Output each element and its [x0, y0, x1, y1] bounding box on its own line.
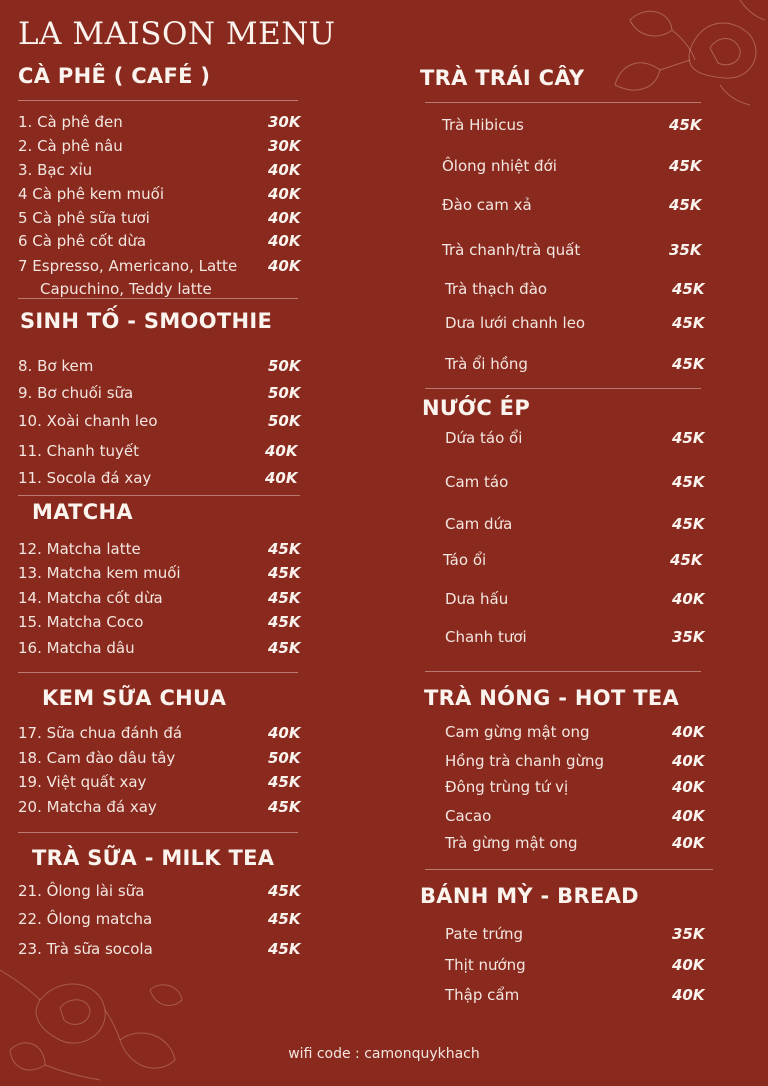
section-heading-juice: NƯỚC ÉP	[422, 396, 531, 420]
menu-item: 11. Socola đá xay	[18, 469, 152, 487]
menu-price: 30K	[268, 113, 301, 131]
menu-item: Đào cam xả	[442, 196, 532, 214]
menu-price: 40K	[268, 232, 301, 250]
menu-item: 22. Ôlong matcha	[18, 910, 153, 928]
menu-price: 45K	[268, 589, 301, 607]
divider	[425, 869, 713, 870]
menu-item: 21. Ôlong lài sữa	[18, 882, 145, 900]
menu-item: 17. Sữa chua đánh đá	[18, 724, 183, 742]
menu-price: 45K	[672, 314, 705, 332]
menu-item: Cacao	[445, 807, 492, 825]
menu-item: 9. Bơ chuối sữa	[18, 384, 134, 402]
menu-price: 45K	[268, 564, 301, 582]
divider	[425, 388, 701, 389]
menu-price: 40K	[672, 723, 705, 741]
divider	[425, 102, 701, 103]
menu-price: 45K	[268, 613, 301, 631]
menu-item: Thịt nướng	[445, 956, 526, 974]
menu-price: 40K	[268, 209, 301, 227]
menu-price: 45K	[672, 280, 705, 298]
divider	[18, 495, 300, 496]
section-heading-bread: BÁNH MỲ - BREAD	[420, 884, 639, 908]
menu-price: 45K	[672, 429, 705, 447]
menu-item: Đông trùng tứ vị	[445, 778, 569, 796]
menu-price: 40K	[672, 956, 705, 974]
menu-item: Cam gừng mật ong	[445, 723, 590, 741]
menu-item: Ôlong nhiệt đới	[442, 157, 557, 175]
menu-item: 4 Cà phê kem muối	[18, 185, 164, 203]
menu-price: 40K	[672, 752, 705, 770]
menu-price: 40K	[672, 778, 705, 796]
menu-item: Táo ổi	[443, 551, 487, 569]
menu-item: 8. Bơ kem	[18, 357, 94, 375]
menu-price: 40K	[268, 185, 301, 203]
menu-item: 3. Bạc xỉu	[18, 161, 93, 179]
menu-item: 13. Matcha kem muối	[18, 564, 181, 582]
menu-price: 45K	[670, 551, 703, 569]
section-heading-hot-tea: TRÀ NÓNG - HOT TEA	[424, 686, 680, 710]
menu-price: 40K	[265, 469, 298, 487]
menu-price: 45K	[672, 355, 705, 373]
menu-item: Pate trứng	[445, 925, 524, 943]
menu-item: 20. Matcha đá xay	[18, 798, 157, 816]
menu-price: 40K	[268, 161, 301, 179]
menu-price: 35K	[672, 925, 705, 943]
menu-price: 40K	[672, 807, 705, 825]
menu-item: Cam dứa	[445, 515, 513, 533]
menu-item: 12. Matcha latte	[18, 540, 141, 558]
menu-item: 7 Espresso, Americano, Latte	[18, 257, 238, 275]
menu-price: 35K	[669, 241, 702, 259]
menu-price: 35K	[672, 628, 705, 646]
menu-price: 45K	[268, 940, 301, 958]
menu-item-continued: Capuchino, Teddy latte	[40, 280, 212, 298]
menu-item: 15. Matcha Coco	[18, 613, 144, 631]
menu-item: Trà gừng mật ong	[445, 834, 578, 852]
menu-item: 14. Matcha cốt dừa	[18, 589, 163, 607]
section-heading-matcha: MATCHA	[32, 500, 133, 524]
divider	[18, 100, 298, 101]
menu-item: Cam táo	[445, 473, 509, 491]
menu-price: 45K	[672, 515, 705, 533]
divider	[18, 298, 298, 299]
menu-price: 45K	[669, 196, 702, 214]
menu-price: 30K	[268, 137, 301, 155]
menu-item: 6 Cà phê cốt dừa	[18, 232, 147, 250]
menu-item: Dưa hấu	[445, 590, 509, 608]
menu-item: Dưa lưới chanh leo	[445, 314, 586, 332]
menu-price: 45K	[669, 157, 702, 175]
menu-price: 45K	[268, 798, 301, 816]
menu-price: 40K	[268, 257, 301, 275]
menu-price: 40K	[672, 986, 705, 1004]
section-heading-smoothie: SINH TỐ - SMOOTHIE	[20, 309, 273, 333]
wifi-code: wifi code : camonquykhach	[288, 1046, 480, 1062]
menu-item: Trà ổi hồng	[445, 355, 528, 373]
menu-item: 18. Cam đào dâu tây	[18, 749, 176, 767]
menu-price: 40K	[265, 442, 298, 460]
menu-item: Trà Hibicus	[442, 116, 524, 134]
section-heading-fruit-tea: TRÀ TRÁI CÂY	[420, 66, 585, 90]
menu-item: Hồng trà chanh gừng	[445, 752, 605, 770]
section-heading-yogurt: KEM SỮA CHUA	[42, 686, 227, 710]
floral-decoration-top-right	[600, 0, 768, 110]
menu-price: 45K	[669, 116, 702, 134]
menu-price: 45K	[672, 473, 705, 491]
menu-item: 1. Cà phê đen	[18, 113, 123, 131]
menu-item: 16. Matcha dâu	[18, 639, 135, 657]
menu-price: 50K	[268, 357, 301, 375]
menu-item: Chanh tươi	[445, 628, 527, 646]
menu-item: Trà chanh/trà quất	[442, 241, 581, 259]
page-title: LA MAISON MENU	[18, 16, 336, 52]
menu-item: 5 Cà phê sữa tươi	[18, 209, 150, 227]
divider	[18, 832, 298, 833]
menu-item: 11. Chanh tuyết	[18, 442, 139, 460]
menu-item: 23. Trà sữa socola	[18, 940, 153, 958]
menu-item: 2. Cà phê nâu	[18, 137, 123, 155]
menu-price: 45K	[268, 910, 301, 928]
menu-price: 45K	[268, 773, 301, 791]
menu-item: Thập cẩm	[445, 986, 520, 1004]
menu-item: 10. Xoài chanh leo	[18, 412, 158, 430]
section-heading-cafe: CÀ PHÊ ( CAFÉ )	[18, 64, 211, 88]
menu-item: 19. Việt quất xay	[18, 773, 147, 791]
menu-price: 40K	[672, 590, 705, 608]
menu-price: 45K	[268, 882, 301, 900]
divider	[18, 672, 298, 673]
menu-price: 50K	[268, 384, 301, 402]
divider	[425, 671, 701, 672]
menu-item: Trà thạch đào	[445, 280, 548, 298]
section-heading-milktea: TRÀ SỮA - MILK TEA	[32, 846, 275, 870]
menu-price: 40K	[268, 724, 301, 742]
menu-price: 50K	[268, 749, 301, 767]
menu-price: 45K	[268, 540, 301, 558]
menu-price: 50K	[268, 412, 301, 430]
menu-price: 45K	[268, 639, 301, 657]
menu-item: Dứa táo ổi	[445, 429, 523, 447]
menu-price: 40K	[672, 834, 705, 852]
